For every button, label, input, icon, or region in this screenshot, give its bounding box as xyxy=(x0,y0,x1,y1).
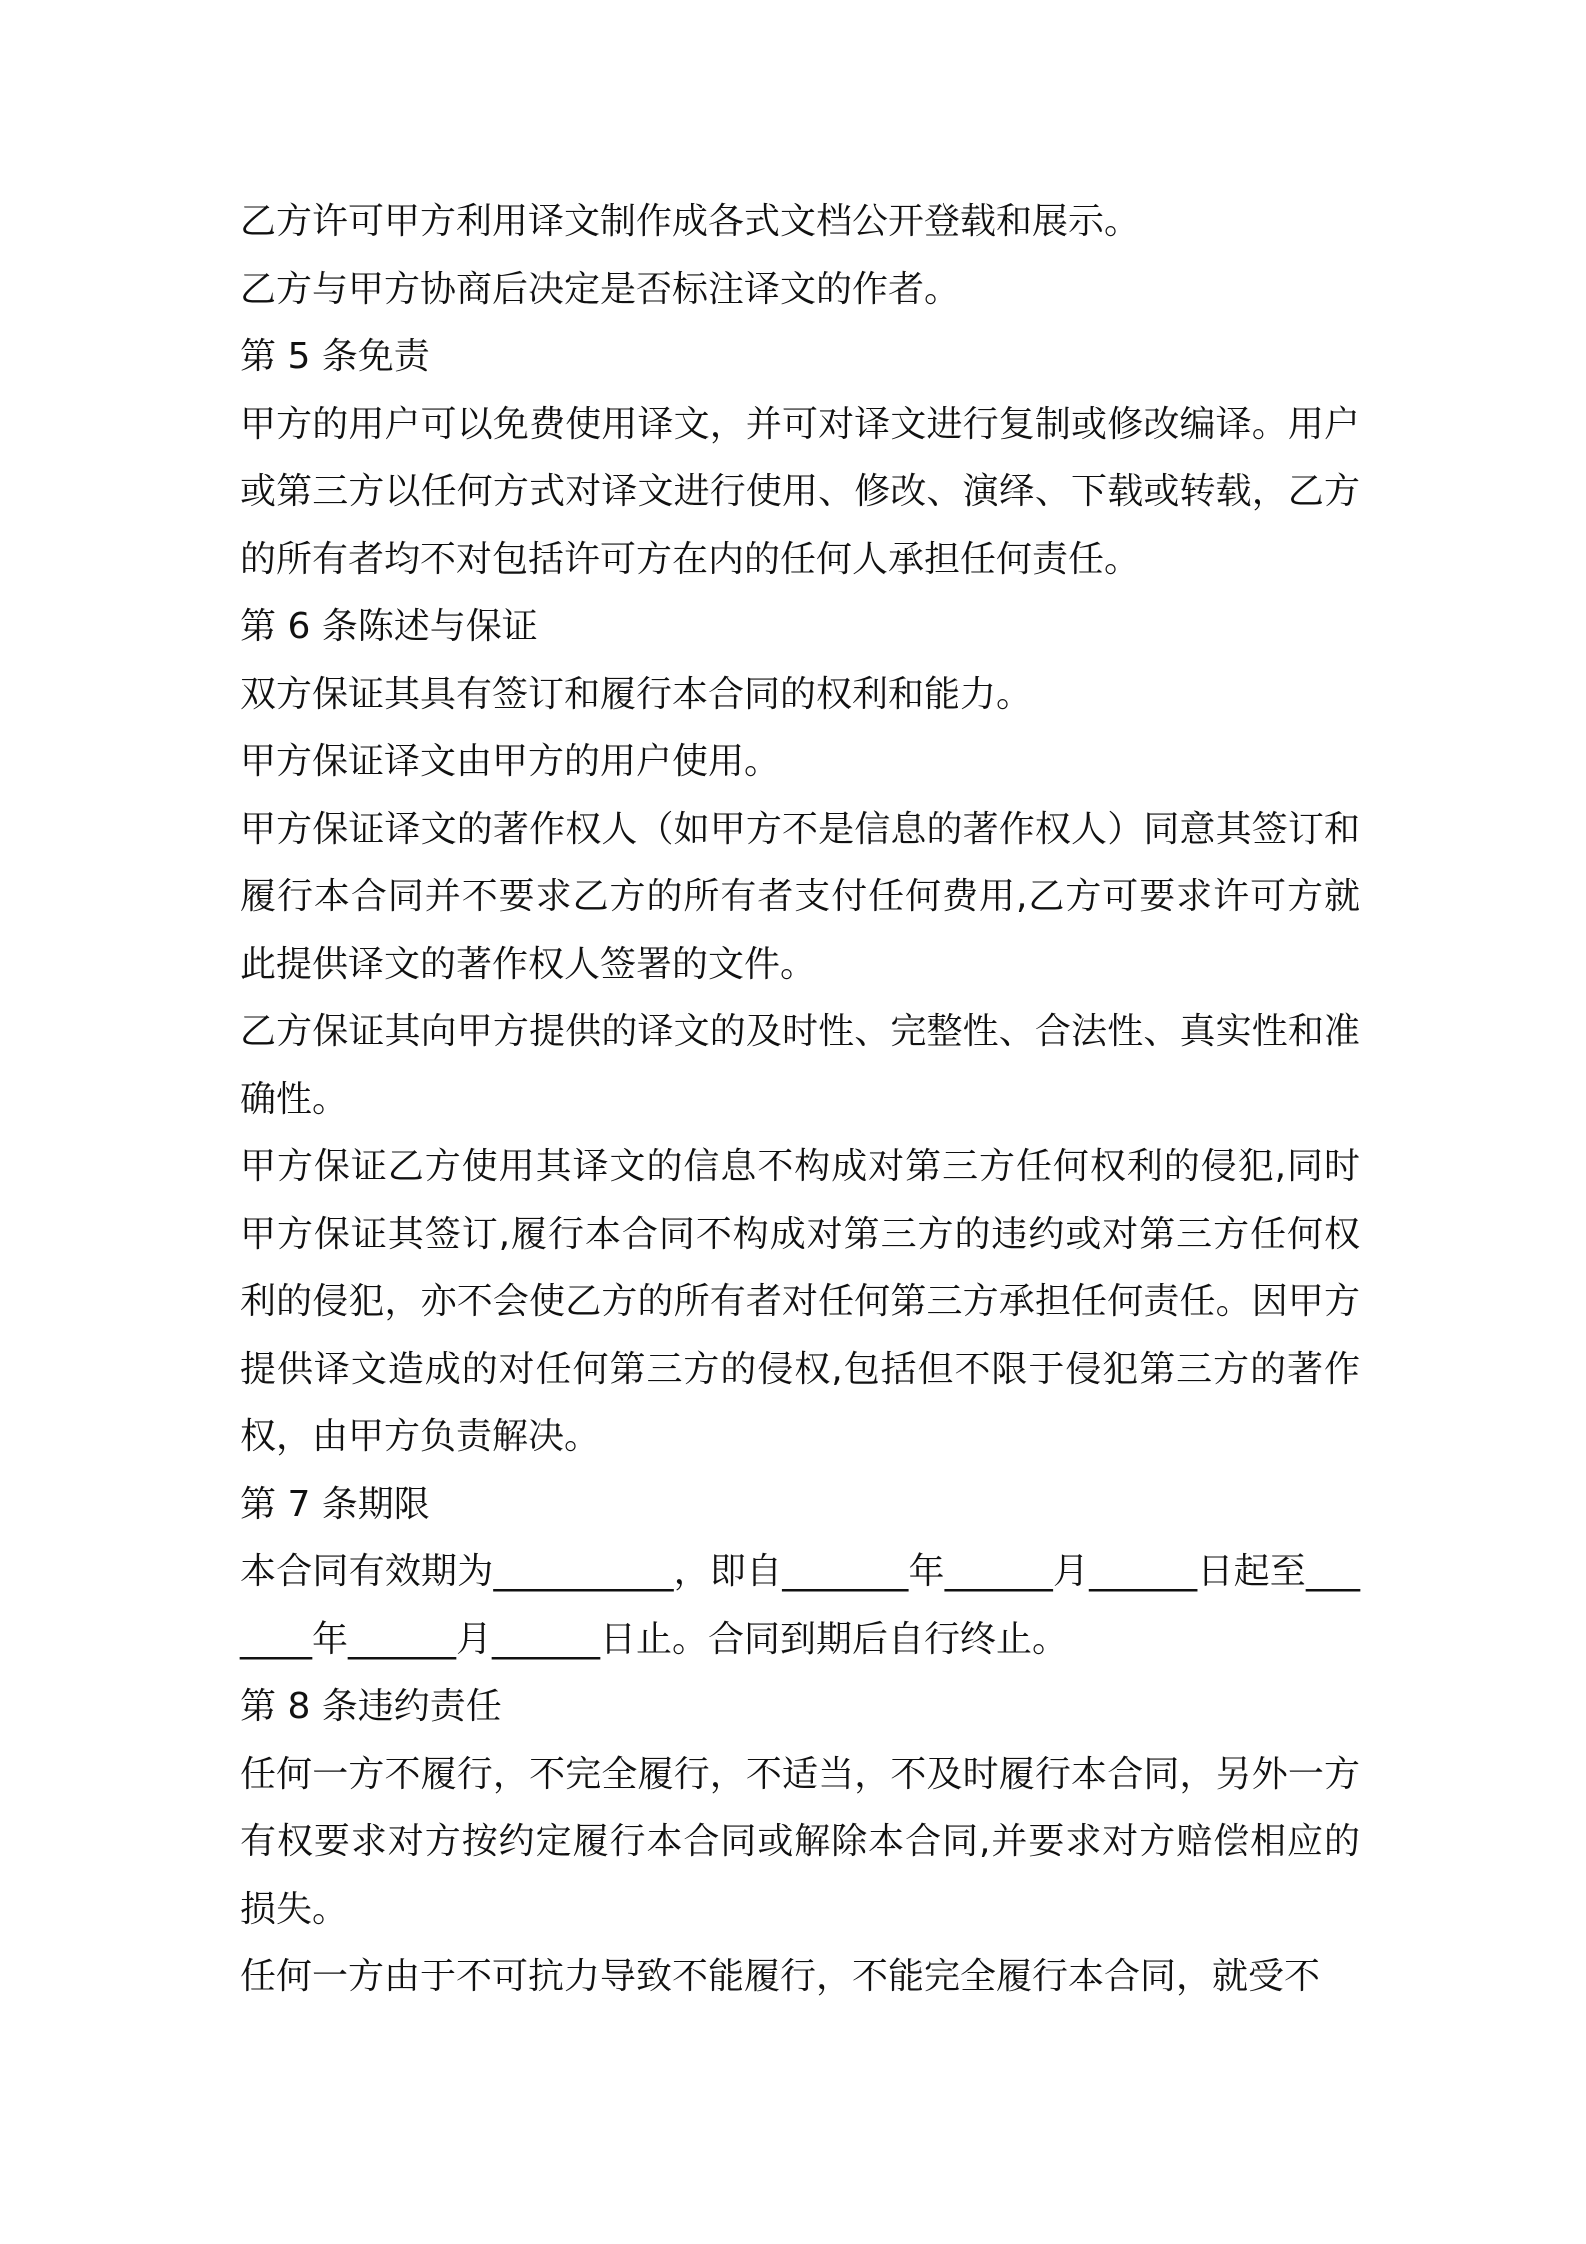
paragraph-disclaimer: 甲方的用户可以免费使用译文，并可对译文进行复制或修改编译。用户或第三方以任何方式对译文进行使用、修改、演绎、下载或转载，乙方的所有者均不对包括许可方在内的任何人承担任何责任。 xyxy=(240,403,1360,580)
paragraph-author-attribution: 乙方与甲方协商后决定是否标注译文的作者。 xyxy=(240,268,961,310)
heading-article-7: 第 7 条期限 xyxy=(240,1483,430,1525)
paragraph-permission: 乙方许可甲方利用译文制作成各式文档公开登载和展示。 xyxy=(240,201,1141,242)
heading-article-5: 第 5 条免责 xyxy=(240,336,430,377)
paragraph-breach: 任何一方不履行，不完全履行，不适当，不及时履行本合同，另外一方有权要求对方按约定履行本合同或解除本合同,并要求对方赔偿相应的损失。 xyxy=(240,1753,1360,1930)
paragraph-term: 本合同有效期为__________，即自_______年______月______日起至_______年______月______日止。合同到期后自行终止。 xyxy=(240,1551,1360,1660)
paragraph-accuracy-warranty: 乙方保证其向甲方提供的译文的及时性、完整性、合法性、真实性和准确性。 xyxy=(240,1011,1360,1120)
paragraph-non-infringement: 甲方保证乙方使用其译文的信息不构成对第三方任何权利的侵犯,同时甲方保证其签订,履行本合同不构成对第三方的违约或对第三方任何权利的侵犯，亦不会使乙方的所有者对任何第三方承担任何责任。因甲方提供译文造成的对任何第三方的侵权,包括但不限于侵犯第三方的著作权，由甲方负责解决。 xyxy=(240,1146,1360,1457)
paragraph-copyright-consent: 甲方保证译文的著作权人（如甲方不是信息的著作权人）同意其签订和履行本合同并不要求乙方的所有者支付任何费用,乙方可要求许可方就此提供译文的著作权人签署的文件。 xyxy=(240,808,1360,985)
document-body xyxy=(240,188,1360,2011)
paragraph-capacity-warranty: 双方保证其具有签订和履行本合同的权利和能力。 xyxy=(240,673,1033,715)
paragraph-usage-warranty: 甲方保证译文由甲方的用户使用。 xyxy=(240,741,781,782)
paragraph-force-majeure: 任何一方由于不可抗力导致不能履行，不能完全履行本合同，就受不 xyxy=(240,1956,1321,1997)
heading-article-8: 第 8 条违约责任 xyxy=(240,1686,502,1727)
heading-article-6: 第 6 条陈述与保证 xyxy=(240,606,538,647)
